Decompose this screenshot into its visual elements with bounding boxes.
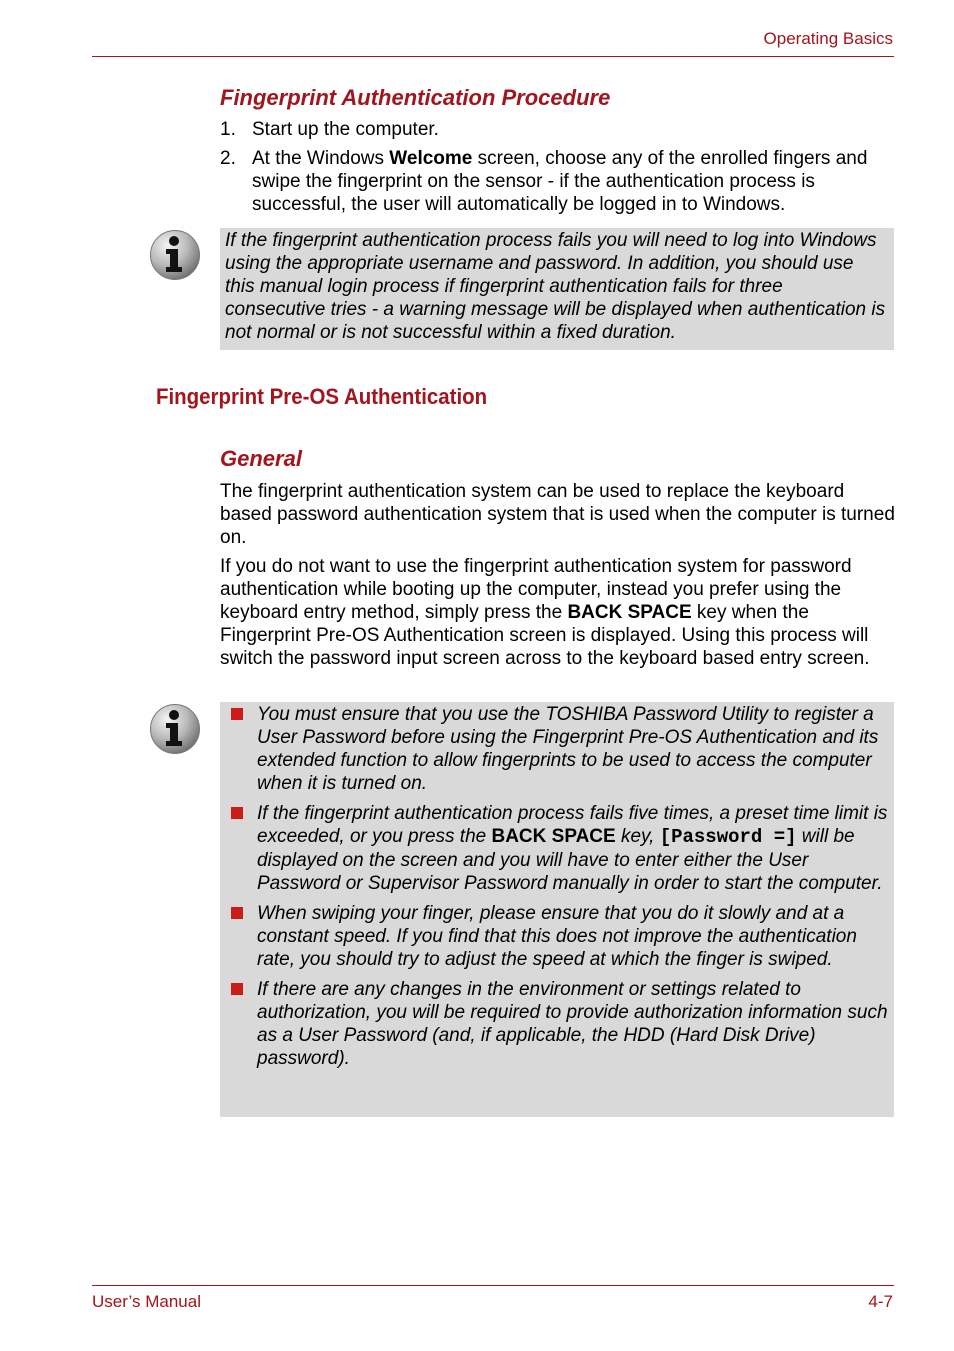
- page-number: 4-7: [868, 1292, 893, 1311]
- procedure-heading: Fingerprint Authentication Procedure: [220, 85, 611, 110]
- step-text-bold: Welcome: [389, 148, 473, 169]
- paragraph-text-post: key when the Fingerprint Pre-OS Authentication screen is displayed. Using this process will switch the password input screen across to the keyboard based entry screen.: [220, 602, 870, 669]
- step-text-post: screen, choose any of the enrolled fingers and swipe the fingerprint on the sensor - if the authentication process is successful, the user will automatically be logged in to Windows.: [252, 148, 868, 215]
- section-heading: Fingerprint Pre-OS Authentication: [156, 384, 488, 409]
- bullet-square-icon: [231, 907, 243, 919]
- bullet-square-icon: [231, 983, 243, 995]
- key-name: BACK SPACE: [491, 826, 616, 847]
- step-text: Start up the computer.: [252, 119, 439, 140]
- list-item: [225, 802, 888, 895]
- info-icon: [149, 229, 201, 281]
- list-item: [225, 902, 888, 971]
- procedure-steps: [220, 118, 900, 222]
- header-rule: [92, 56, 894, 57]
- paragraph: The fingerprint authentication system can be used to replace the keyboard based password authentication system that is used when the computer is turned on.: [220, 481, 895, 548]
- subsection-heading: General: [220, 446, 302, 471]
- note-text: If there are any changes in the environment or settings related to authorization, you will be required to provide authorization information such as a User Password (and, if applicable, the HDD (Hard Disk Drive) password).: [257, 979, 888, 1069]
- note-box: [220, 702, 894, 1117]
- code-text: [Password =]: [659, 826, 797, 848]
- running-header: Operating Basics: [763, 29, 893, 48]
- note-text-post: will be displayed on the screen and you will have to enter either the User Password or Supervisor Password manually in order to start the computer.: [257, 826, 883, 894]
- bullet-square-icon: [231, 807, 243, 819]
- list-item: [225, 703, 888, 795]
- list-item: [220, 118, 900, 141]
- list-item: [225, 978, 888, 1070]
- note-text: You must ensure that you use the TOSHIBA Password Utility to register a User Password before using the Fingerprint Pre-OS Authentication and its extended function to allow fingerprints to be used to access the computer when it is turned on.: [257, 704, 879, 794]
- list-item: [220, 147, 900, 216]
- step-text-pre: At the Windows: [252, 148, 390, 169]
- note-text: When swiping your finger, please ensure that you do it slowly and at a constant speed. If you find that this does not improve the authentication rate, you should try to adjust the speed at which the finger is swiped.: [257, 903, 857, 970]
- note-box: [220, 228, 894, 350]
- step-number: 2.: [220, 148, 236, 169]
- bullet-square-icon: [231, 708, 243, 720]
- note-text-mid: key,: [615, 826, 660, 847]
- paragraph-text-pre: If you do not want to use the fingerprint authentication system for password authentication while booting up the computer, instead you prefer using the keyboard entry method, simply press the: [220, 556, 852, 623]
- info-icon: [149, 703, 201, 755]
- note-text: If the fingerprint authentication process fails you will need to log into Windows using the appropriate username and password. In addition, you should use this manual login process if fingerprint authentication fails for three consecutive tries - a warning message will be displayed when authentication is not normal or is not successful within a fixed duration.: [225, 230, 886, 343]
- paragraph: [220, 555, 896, 670]
- note-text-pre: If the fingerprint authentication process fails five times, a preset time limit is exceeded, or you press the: [257, 803, 888, 847]
- key-name: BACK SPACE: [567, 602, 692, 623]
- footer-title: User’s Manual: [92, 1292, 201, 1311]
- step-number: 1.: [220, 119, 236, 140]
- footer-rule: [92, 1285, 894, 1286]
